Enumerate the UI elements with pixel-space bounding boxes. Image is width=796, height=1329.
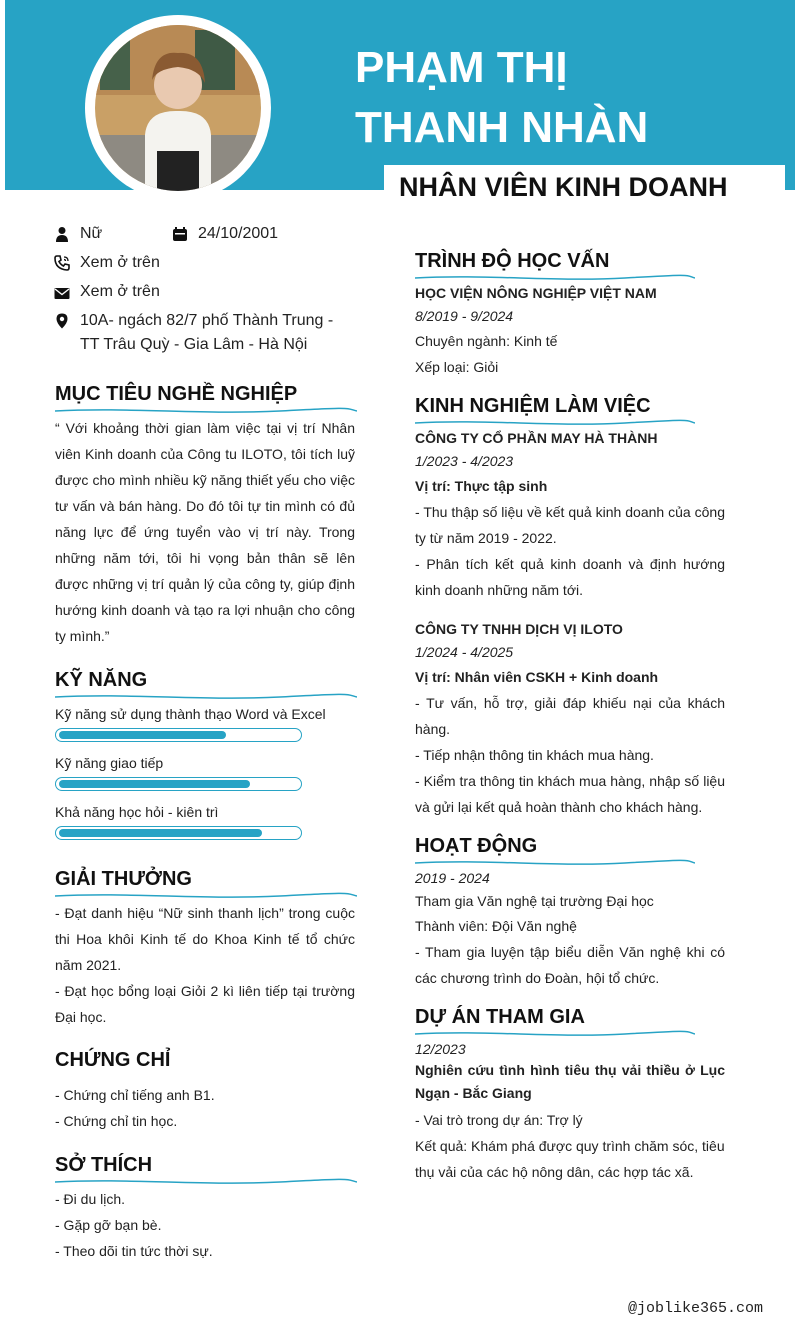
objective-text: “ Với khoảng thời gian làm việc tại vị trí Nhân viên Kinh doanh của Công tu ILOTO, tôi tích luỹ được cho mình nhiều kỹ năng thiết yếu cho việc tư vấn và bán hàng. Do đó tôi tự tin mình có đủ năng lực để ứng tuyển vào vị trí này. Trong những năm tới, tôi hi vọng bản thân sẽ lên được những vị trí quản lý của công ty, giúp định hướng kinh doanh và tạo ra lợi nhuận cho công ty mình.” — [55, 420, 355, 644]
skill-bar — [55, 826, 302, 840]
skills-title: KỸ NĂNG — [55, 669, 148, 691]
award-item: - Đạt học bổng loại Giỏi 2 kì liên tiếp tại trường Đại học. — [55, 983, 355, 1025]
job-duty: - Phân tích kết quả kinh doanh và định hướng kinh doanh những năm tới. — [415, 556, 725, 598]
skill-label: Khả năng học hỏi - kiên trì — [55, 804, 219, 820]
hobby-item: - Theo dõi tin tức thời sự. — [55, 1243, 213, 1259]
company-name: CÔNG TY TNHH DỊCH VỊ ILOTO — [415, 621, 623, 637]
awards-title: GIẢI THƯỞNG — [55, 868, 192, 890]
location-icon — [54, 313, 70, 329]
name-line-1: PHẠM THỊ — [355, 43, 568, 92]
certificates-title: CHỨNG CHỈ — [55, 1049, 171, 1071]
projects-title: DỰ ÁN THAM GIA — [415, 1006, 585, 1028]
gender-value: Nữ — [80, 225, 103, 242]
education-title: TRÌNH ĐỘ HỌC VẤN — [415, 250, 610, 272]
person-icon — [54, 226, 70, 242]
education-period: 8/2019 - 9/2024 — [415, 308, 514, 324]
experience-title: KINH NGHIỆM LÀM VIỆC — [415, 395, 651, 417]
job-title: NHÂN VIÊN KINH DOANH — [399, 172, 728, 202]
skill-bar-fill — [59, 731, 226, 739]
project-period: 12/2023 — [415, 1041, 466, 1057]
activities-title: HOẠT ĐỘNG — [415, 835, 538, 857]
job-period: 1/2024 - 4/2025 — [415, 644, 514, 660]
skills-underline — [55, 693, 357, 701]
birthday-value: 24/10/2001 — [198, 225, 279, 242]
skill-bar — [55, 777, 302, 791]
hobby-item: - Đi du lịch. — [55, 1191, 126, 1207]
job-position: Vị trí: Thực tập sinh — [415, 478, 548, 494]
objective-underline — [55, 407, 357, 415]
objective-title: MỤC TIÊU NGHỀ NGHIỆP — [55, 383, 298, 405]
company-name: CÔNG TY CỔ PHẦN MAY HÀ THÀNH — [415, 430, 658, 446]
activity-line: Thành viên: Đội Văn nghệ — [415, 918, 577, 934]
skill-label: Kỹ năng sử dụng thành thạo Word và Excel — [55, 706, 326, 722]
hobbies-title: SỞ THÍCH — [55, 1154, 153, 1176]
hobby-item: - Gặp gỡ bạn bè. — [55, 1217, 162, 1233]
address-line-2: TT Trâu Quỳ - Gia Lâm - Hà Nội — [80, 336, 308, 353]
school-name: HỌC VIỆN NÔNG NGHIỆP VIỆT NAM — [415, 285, 657, 301]
phone-icon — [54, 255, 70, 271]
project-name: Nghiên cứu tình hình tiêu thụ vải thiều ở Lục Ngạn - Bắc Giang — [415, 1062, 725, 1101]
avatar — [95, 25, 261, 191]
calendar-icon — [172, 226, 188, 242]
certificate-item: - Chứng chỉ tiếng anh B1. — [55, 1087, 215, 1103]
job-period: 1/2023 - 4/2023 — [415, 453, 514, 469]
project-role: - Vai trò trong dự án: Trợ lý — [415, 1112, 583, 1128]
phone-value: Xem ở trên — [80, 254, 160, 271]
education-major: Chuyên ngành: Kinh tế — [415, 333, 558, 349]
job-duty: - Thu thập số liệu về kết quả kinh doanh của công ty từ năm 2019 - 2022. — [415, 504, 725, 546]
education-grade: Xếp loại: Giỏi — [415, 359, 499, 375]
project-result: Kết quả: Khám phá được quy trình chăm sóc, tiêu thụ vải của các hộ nông dân, các hợp tác xã. — [415, 1138, 725, 1180]
skill-bar — [55, 728, 302, 742]
skill-bar-fill — [59, 829, 262, 837]
activity-line: Tham gia Văn nghệ tại trường Đại học — [415, 893, 654, 909]
name-line-2: THANH NHÀN — [355, 103, 649, 152]
skill-label: Kỹ năng giao tiếp — [55, 755, 164, 771]
activity-period: 2019 - 2024 — [415, 870, 490, 886]
job-position: Vị trí: Nhân viên CSKH + Kinh doanh — [415, 669, 659, 685]
job-duty: - Kiểm tra thông tin khách mua hàng, nhập số liệu và gửi lại kết quả hoàn thành cho khách hàng. — [415, 773, 725, 815]
awards-underline — [55, 892, 357, 900]
activity-line: - Tham gia luyện tập biểu diễn Văn nghệ khi có các chương trình do Đoàn, hội tổ chức. — [415, 944, 725, 986]
hobbies-underline — [55, 1178, 357, 1186]
email-icon — [54, 285, 70, 301]
certificate-item: - Chứng chỉ tin học. — [55, 1113, 178, 1129]
job-duty: - Tiếp nhận thông tin khách mua hàng. — [415, 747, 654, 763]
job-duty: - Tư vấn, hỗ trợ, giải đáp khiếu nại của khách hàng. — [415, 695, 725, 737]
candidate-name — [355, 38, 648, 158]
skill-bar-fill — [59, 780, 250, 788]
award-item: - Đạt danh hiệu “Nữ sinh thanh lịch” trong cuộc thi Hoa khôi Kinh tế do Khoa Kinh tế tổ chức năm 2021. — [55, 905, 355, 973]
address-line-1: 10A- ngách 82/7 phố Thành Trung - — [80, 312, 334, 329]
email-value: Xem ở trên — [80, 283, 160, 300]
footer-watermark: @joblike365.com — [628, 1300, 764, 1317]
